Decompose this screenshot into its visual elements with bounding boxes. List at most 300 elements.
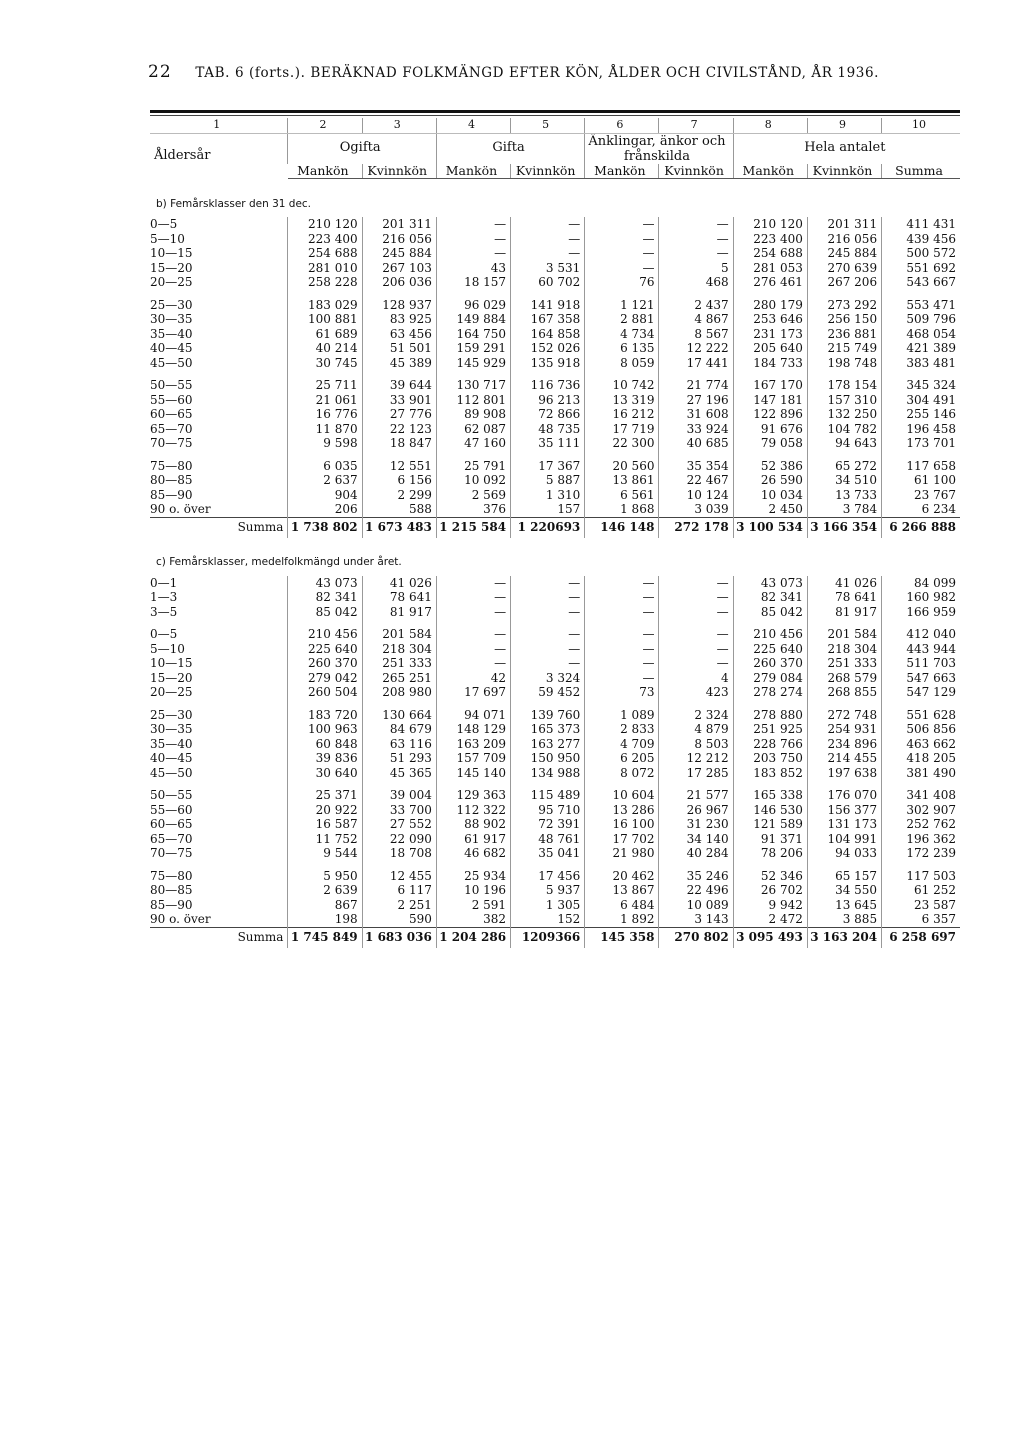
value-cell: 164 750 bbox=[436, 327, 510, 342]
value-cell: 423 bbox=[659, 685, 733, 700]
value-cell: — bbox=[511, 246, 585, 261]
sum-cell: 500 572 bbox=[882, 246, 960, 261]
value-cell: 12 551 bbox=[362, 459, 436, 474]
spacer-cell bbox=[288, 290, 362, 298]
value-cell: 41 026 bbox=[362, 576, 436, 591]
value-cell: 167 358 bbox=[511, 312, 585, 327]
value-cell: 1 310 bbox=[511, 488, 585, 503]
value-cell: 40 685 bbox=[659, 436, 733, 451]
spacer-cell bbox=[150, 290, 288, 298]
value-cell: — bbox=[585, 656, 659, 671]
value-cell: — bbox=[585, 627, 659, 642]
value-cell: 281 010 bbox=[288, 261, 362, 276]
value-cell: 9 544 bbox=[288, 846, 362, 861]
table-row bbox=[150, 422, 960, 437]
value-cell: 10 604 bbox=[585, 788, 659, 803]
subheader-male: Mankön bbox=[288, 164, 362, 179]
block-spacer bbox=[150, 780, 960, 788]
value-cell: 132 250 bbox=[807, 407, 881, 422]
value-cell: 17 441 bbox=[659, 356, 733, 371]
value-cell: 3 885 bbox=[807, 912, 881, 927]
page-title: TAB. 6 (forts.). BERÄKNAD FOLKMÄNGD EFTER KÖN, ÅLDER OCH CIVILSTÅND, ÅR 1936. bbox=[195, 65, 880, 81]
age-cell: 1—3 bbox=[150, 590, 178, 604]
table-row bbox=[150, 261, 960, 276]
value-cell: 260 370 bbox=[288, 656, 362, 671]
value-cell: 13 645 bbox=[807, 898, 881, 913]
value-cell: 279 084 bbox=[733, 671, 807, 686]
total-cell: 6 266 888 bbox=[882, 517, 960, 538]
value-cell: 10 124 bbox=[659, 488, 733, 503]
value-cell: — bbox=[511, 217, 585, 232]
sum-cell: 166 959 bbox=[882, 605, 960, 620]
value-cell: — bbox=[436, 590, 510, 605]
column-number: 4 bbox=[436, 118, 510, 133]
value-cell: — bbox=[585, 642, 659, 657]
value-cell: 210 456 bbox=[288, 627, 362, 642]
spacer-cell bbox=[733, 370, 807, 378]
spacer-cell bbox=[882, 861, 960, 869]
value-cell: 165 373 bbox=[511, 722, 585, 737]
age-cell: 10—15 bbox=[150, 246, 193, 260]
value-cell: 2 251 bbox=[362, 898, 436, 913]
age-cell: 50—55 bbox=[150, 788, 193, 802]
value-cell: 17 285 bbox=[659, 766, 733, 781]
column-number: 7 bbox=[659, 118, 733, 133]
value-cell: 278 880 bbox=[733, 708, 807, 723]
age-cell: 80—85 bbox=[150, 473, 193, 487]
table-row bbox=[150, 656, 960, 671]
table-row bbox=[150, 341, 960, 356]
sum-cell: 302 907 bbox=[882, 803, 960, 818]
value-cell: — bbox=[436, 232, 510, 247]
value-cell: 210 456 bbox=[733, 627, 807, 642]
value-cell: 6 135 bbox=[585, 341, 659, 356]
sum-cell: 173 701 bbox=[882, 436, 960, 451]
value-cell: 205 640 bbox=[733, 341, 807, 356]
value-cell: 216 056 bbox=[807, 232, 881, 247]
value-cell: 81 917 bbox=[362, 605, 436, 620]
spacer-cell bbox=[436, 700, 510, 708]
value-cell: 76 bbox=[585, 275, 659, 290]
spacer-cell bbox=[585, 780, 659, 788]
value-cell: — bbox=[511, 656, 585, 671]
sum-cell: 381 490 bbox=[882, 766, 960, 781]
value-cell: — bbox=[436, 605, 510, 620]
value-cell: 218 304 bbox=[362, 642, 436, 657]
age-cell: 60—65 bbox=[150, 407, 193, 421]
spacer-cell bbox=[659, 700, 733, 708]
spacer-cell bbox=[288, 780, 362, 788]
value-cell: 4 867 bbox=[659, 312, 733, 327]
sum-cell: 468 054 bbox=[882, 327, 960, 342]
value-cell: 157 bbox=[511, 502, 585, 517]
sum-cell: 547 663 bbox=[882, 671, 960, 686]
header-rule-thin bbox=[150, 115, 960, 116]
spacer-cell bbox=[511, 861, 585, 869]
spacer-cell bbox=[882, 370, 960, 378]
value-cell: — bbox=[659, 627, 733, 642]
table-row bbox=[150, 817, 960, 832]
value-cell: 8 059 bbox=[585, 356, 659, 371]
value-cell: 6 117 bbox=[362, 883, 436, 898]
sum-cell: 341 408 bbox=[882, 788, 960, 803]
spacer-cell bbox=[585, 700, 659, 708]
table-row bbox=[150, 605, 960, 620]
spacer-cell bbox=[659, 370, 733, 378]
spacer-cell bbox=[585, 861, 659, 869]
value-cell: 27 776 bbox=[362, 407, 436, 422]
column-number: 5 bbox=[511, 118, 585, 133]
value-cell: 43 073 bbox=[733, 576, 807, 591]
value-cell: 73 bbox=[585, 685, 659, 700]
column-number: 3 bbox=[362, 118, 436, 133]
value-cell: 152 026 bbox=[511, 341, 585, 356]
spacer-cell bbox=[733, 861, 807, 869]
value-cell: 34 550 bbox=[807, 883, 881, 898]
sum-cell: 61 252 bbox=[882, 883, 960, 898]
age-cell: 90 o. över bbox=[150, 502, 211, 516]
value-cell: 10 742 bbox=[585, 378, 659, 393]
value-cell: 10 092 bbox=[436, 473, 510, 488]
value-cell: 8 567 bbox=[659, 327, 733, 342]
total-cell: 1 673 483 bbox=[362, 517, 436, 538]
spacer-cell bbox=[288, 861, 362, 869]
value-cell: 12 455 bbox=[362, 869, 436, 884]
value-cell: 18 157 bbox=[436, 275, 510, 290]
spacer-cell bbox=[807, 700, 881, 708]
sum-cell: 252 762 bbox=[882, 817, 960, 832]
value-cell: 13 867 bbox=[585, 883, 659, 898]
value-cell: 157 310 bbox=[807, 393, 881, 408]
spacer-cell bbox=[511, 451, 585, 459]
value-cell: 63 116 bbox=[362, 737, 436, 752]
spacer-cell bbox=[362, 700, 436, 708]
total-cell: 1 204 286 bbox=[436, 927, 510, 948]
value-cell: 65 157 bbox=[807, 869, 881, 884]
value-cell: 65 272 bbox=[807, 459, 881, 474]
value-cell: — bbox=[659, 590, 733, 605]
column-number: 1 bbox=[150, 118, 288, 133]
spacer-cell bbox=[436, 290, 510, 298]
value-cell: 4 879 bbox=[659, 722, 733, 737]
sum-cell: 439 456 bbox=[882, 232, 960, 247]
age-cell: 55—60 bbox=[150, 802, 193, 817]
value-cell: 82 341 bbox=[733, 590, 807, 605]
value-cell: 22 123 bbox=[362, 422, 436, 437]
value-cell: 258 228 bbox=[288, 275, 362, 290]
sum-cell: 418 205 bbox=[882, 751, 960, 766]
spacer-cell bbox=[733, 619, 807, 627]
table-row bbox=[150, 312, 960, 327]
value-cell: 3 143 bbox=[659, 912, 733, 927]
value-cell: 16 776 bbox=[288, 407, 362, 422]
spacer-cell bbox=[511, 700, 585, 708]
value-cell: 9 942 bbox=[733, 898, 807, 913]
value-cell: 20 922 bbox=[288, 803, 362, 818]
sum-cell: 6 357 bbox=[882, 912, 960, 927]
value-cell: 62 087 bbox=[436, 422, 510, 437]
total-cell: 1209366 bbox=[511, 927, 585, 948]
value-cell: 214 455 bbox=[807, 751, 881, 766]
value-cell: 197 638 bbox=[807, 766, 881, 781]
value-cell: 260 370 bbox=[733, 656, 807, 671]
spacer-cell bbox=[659, 451, 733, 459]
total-cell: 270 802 bbox=[659, 927, 733, 948]
total-cell: 3 095 493 bbox=[733, 927, 807, 948]
spacer-cell bbox=[585, 619, 659, 627]
value-cell: 96 213 bbox=[511, 393, 585, 408]
spacer-cell bbox=[585, 370, 659, 378]
value-cell: 245 884 bbox=[807, 246, 881, 261]
value-cell: 5 937 bbox=[511, 883, 585, 898]
value-cell: 3 784 bbox=[807, 502, 881, 517]
table-row bbox=[150, 275, 960, 290]
value-cell: 61 917 bbox=[436, 832, 510, 847]
value-cell: 280 179 bbox=[733, 298, 807, 313]
value-cell: 33 700 bbox=[362, 803, 436, 818]
value-cell: 84 679 bbox=[362, 722, 436, 737]
block-spacer bbox=[150, 700, 960, 708]
table-row bbox=[150, 473, 960, 488]
age-cell: 75—80 bbox=[150, 868, 193, 883]
value-cell: 1 892 bbox=[585, 912, 659, 927]
value-cell: 100 881 bbox=[288, 312, 362, 327]
sum-cell: 553 471 bbox=[882, 298, 960, 313]
total-cell: 3 163 204 bbox=[807, 927, 881, 948]
value-cell: 12 222 bbox=[659, 341, 733, 356]
value-cell: 228 766 bbox=[733, 737, 807, 752]
table-row bbox=[150, 751, 960, 766]
value-cell: 17 697 bbox=[436, 685, 510, 700]
sum-cell: 172 239 bbox=[882, 846, 960, 861]
age-column-header: Åldersår bbox=[154, 147, 211, 163]
value-cell: 17 456 bbox=[511, 869, 585, 884]
value-cell: 130 664 bbox=[362, 708, 436, 723]
value-cell: 176 070 bbox=[807, 788, 881, 803]
value-cell: — bbox=[436, 642, 510, 657]
value-cell: 265 251 bbox=[362, 671, 436, 686]
spacer-cell bbox=[585, 451, 659, 459]
age-cell: 40—45 bbox=[150, 341, 193, 355]
value-cell: 31 230 bbox=[659, 817, 733, 832]
spacer-cell bbox=[733, 700, 807, 708]
table-row bbox=[150, 298, 960, 313]
value-cell: 225 640 bbox=[288, 642, 362, 657]
sum-cell: 383 481 bbox=[882, 356, 960, 371]
value-cell: — bbox=[511, 232, 585, 247]
value-cell: 35 354 bbox=[659, 459, 733, 474]
value-cell: 201 584 bbox=[362, 627, 436, 642]
value-cell: 254 688 bbox=[733, 246, 807, 261]
value-cell: — bbox=[585, 246, 659, 261]
value-cell: 2 833 bbox=[585, 722, 659, 737]
value-cell: 59 452 bbox=[511, 685, 585, 700]
age-cell: 35—40 bbox=[150, 736, 193, 751]
table-row bbox=[150, 846, 960, 861]
value-cell: 25 371 bbox=[288, 788, 362, 803]
value-cell: 63 456 bbox=[362, 327, 436, 342]
group-header-married: Gifta bbox=[436, 133, 584, 164]
value-cell: 11 752 bbox=[288, 832, 362, 847]
spacer-cell bbox=[882, 700, 960, 708]
value-cell: 31 608 bbox=[659, 407, 733, 422]
value-cell: 130 717 bbox=[436, 378, 510, 393]
value-cell: 203 750 bbox=[733, 751, 807, 766]
value-cell: 3 039 bbox=[659, 502, 733, 517]
value-cell: 225 640 bbox=[733, 642, 807, 657]
subheader-female: Kvinnkön bbox=[659, 164, 733, 179]
spacer-cell bbox=[362, 451, 436, 459]
age-cell: 0—5 bbox=[150, 217, 178, 231]
table-row bbox=[150, 627, 960, 642]
spacer-cell bbox=[436, 451, 510, 459]
spacer-cell bbox=[288, 451, 362, 459]
value-cell: 33 924 bbox=[659, 422, 733, 437]
value-cell: 279 042 bbox=[288, 671, 362, 686]
sum-cell: 411 431 bbox=[882, 217, 960, 232]
value-cell: 11 870 bbox=[288, 422, 362, 437]
value-cell: 223 400 bbox=[288, 232, 362, 247]
value-cell: 210 120 bbox=[733, 217, 807, 232]
value-cell: 61 689 bbox=[288, 327, 362, 342]
table-row bbox=[150, 671, 960, 686]
value-cell: 52 346 bbox=[733, 869, 807, 884]
value-cell: 25 934 bbox=[436, 869, 510, 884]
block-spacer bbox=[150, 290, 960, 298]
value-cell: 35 246 bbox=[659, 869, 733, 884]
value-cell: 134 988 bbox=[511, 766, 585, 781]
total-cell: 3 166 354 bbox=[807, 517, 881, 538]
value-cell: 91 676 bbox=[733, 422, 807, 437]
value-cell: 468 bbox=[659, 275, 733, 290]
value-cell: 201 311 bbox=[807, 217, 881, 232]
spacer-cell bbox=[150, 619, 288, 627]
table-row bbox=[150, 869, 960, 884]
sum-cell: 463 662 bbox=[882, 737, 960, 752]
value-cell: 60 848 bbox=[288, 737, 362, 752]
value-cell: 260 504 bbox=[288, 685, 362, 700]
value-cell: 267 206 bbox=[807, 275, 881, 290]
spacer-cell bbox=[150, 861, 288, 869]
table-row bbox=[150, 898, 960, 913]
sum-cell: 345 324 bbox=[882, 378, 960, 393]
spacer-cell bbox=[511, 290, 585, 298]
value-cell: 112 322 bbox=[436, 803, 510, 818]
value-cell: 6 156 bbox=[362, 473, 436, 488]
value-cell: 254 931 bbox=[807, 722, 881, 737]
value-cell: 184 733 bbox=[733, 356, 807, 371]
value-cell: 198 bbox=[288, 912, 362, 927]
value-cell: 47 160 bbox=[436, 436, 510, 451]
value-cell: — bbox=[511, 576, 585, 591]
spacer-cell bbox=[288, 700, 362, 708]
value-cell: 268 579 bbox=[807, 671, 881, 686]
total-label: Summa bbox=[150, 927, 288, 948]
value-cell: 6 484 bbox=[585, 898, 659, 913]
sum-cell: 509 796 bbox=[882, 312, 960, 327]
value-cell: 42 bbox=[436, 671, 510, 686]
value-cell: 4 bbox=[659, 671, 733, 686]
spacer-cell bbox=[733, 451, 807, 459]
table-row bbox=[150, 832, 960, 847]
value-cell: 21 061 bbox=[288, 393, 362, 408]
value-cell: 2 637 bbox=[288, 473, 362, 488]
group-header-unmarried: Ogifta bbox=[288, 133, 436, 164]
value-cell: 165 338 bbox=[733, 788, 807, 803]
value-cell: 10 089 bbox=[659, 898, 733, 913]
age-cell: 5—10 bbox=[150, 231, 185, 246]
total-cell: 1 220693 bbox=[511, 517, 585, 538]
table-row bbox=[150, 788, 960, 803]
total-cell: 1 745 849 bbox=[288, 927, 362, 948]
sum-cell: 443 944 bbox=[882, 642, 960, 657]
value-cell: 27 552 bbox=[362, 817, 436, 832]
page-number: 22 bbox=[148, 62, 172, 82]
value-cell: 10 196 bbox=[436, 883, 510, 898]
sum-cell: 117 503 bbox=[882, 869, 960, 884]
spacer-cell bbox=[288, 619, 362, 627]
subheader-female: Kvinnkön bbox=[807, 164, 881, 179]
value-cell: 41 026 bbox=[807, 576, 881, 591]
value-cell: 89 908 bbox=[436, 407, 510, 422]
value-cell: 121 589 bbox=[733, 817, 807, 832]
spacer-cell bbox=[659, 780, 733, 788]
value-cell: 148 129 bbox=[436, 722, 510, 737]
value-cell: 94 071 bbox=[436, 708, 510, 723]
value-cell: 251 333 bbox=[362, 656, 436, 671]
value-cell: 85 042 bbox=[733, 605, 807, 620]
table-row bbox=[150, 378, 960, 393]
spacer-cell bbox=[807, 290, 881, 298]
age-cell: 40—45 bbox=[150, 751, 193, 765]
spacer-cell bbox=[436, 861, 510, 869]
age-cell: 35—40 bbox=[150, 326, 193, 341]
value-cell: 218 304 bbox=[807, 642, 881, 657]
table-row bbox=[150, 217, 960, 232]
value-cell: 25 711 bbox=[288, 378, 362, 393]
value-cell: 376 bbox=[436, 502, 510, 517]
value-cell: 164 858 bbox=[511, 327, 585, 342]
value-cell: 2 881 bbox=[585, 312, 659, 327]
value-cell: 52 386 bbox=[733, 459, 807, 474]
value-cell: 39 836 bbox=[288, 751, 362, 766]
sum-cell: 117 658 bbox=[882, 459, 960, 474]
value-cell: 231 173 bbox=[733, 327, 807, 342]
table-row bbox=[150, 912, 960, 927]
value-cell: 5 950 bbox=[288, 869, 362, 884]
value-cell: — bbox=[511, 590, 585, 605]
value-cell: 236 881 bbox=[807, 327, 881, 342]
table-row bbox=[150, 393, 960, 408]
block-spacer bbox=[150, 861, 960, 869]
value-cell: 267 103 bbox=[362, 261, 436, 276]
value-cell: 78 641 bbox=[807, 590, 881, 605]
spacer-cell bbox=[733, 780, 807, 788]
age-cell: 45—50 bbox=[150, 765, 193, 780]
value-cell: — bbox=[511, 642, 585, 657]
value-cell: 13 861 bbox=[585, 473, 659, 488]
value-cell: — bbox=[436, 217, 510, 232]
value-cell: — bbox=[511, 627, 585, 642]
value-cell: — bbox=[436, 627, 510, 642]
value-cell: 6 035 bbox=[288, 459, 362, 474]
value-cell: — bbox=[436, 656, 510, 671]
age-cell: 0—1 bbox=[150, 575, 178, 590]
total-cell: 145 358 bbox=[585, 927, 659, 948]
value-cell: 223 400 bbox=[733, 232, 807, 247]
value-cell: 46 682 bbox=[436, 846, 510, 861]
header-rule bbox=[150, 110, 960, 113]
